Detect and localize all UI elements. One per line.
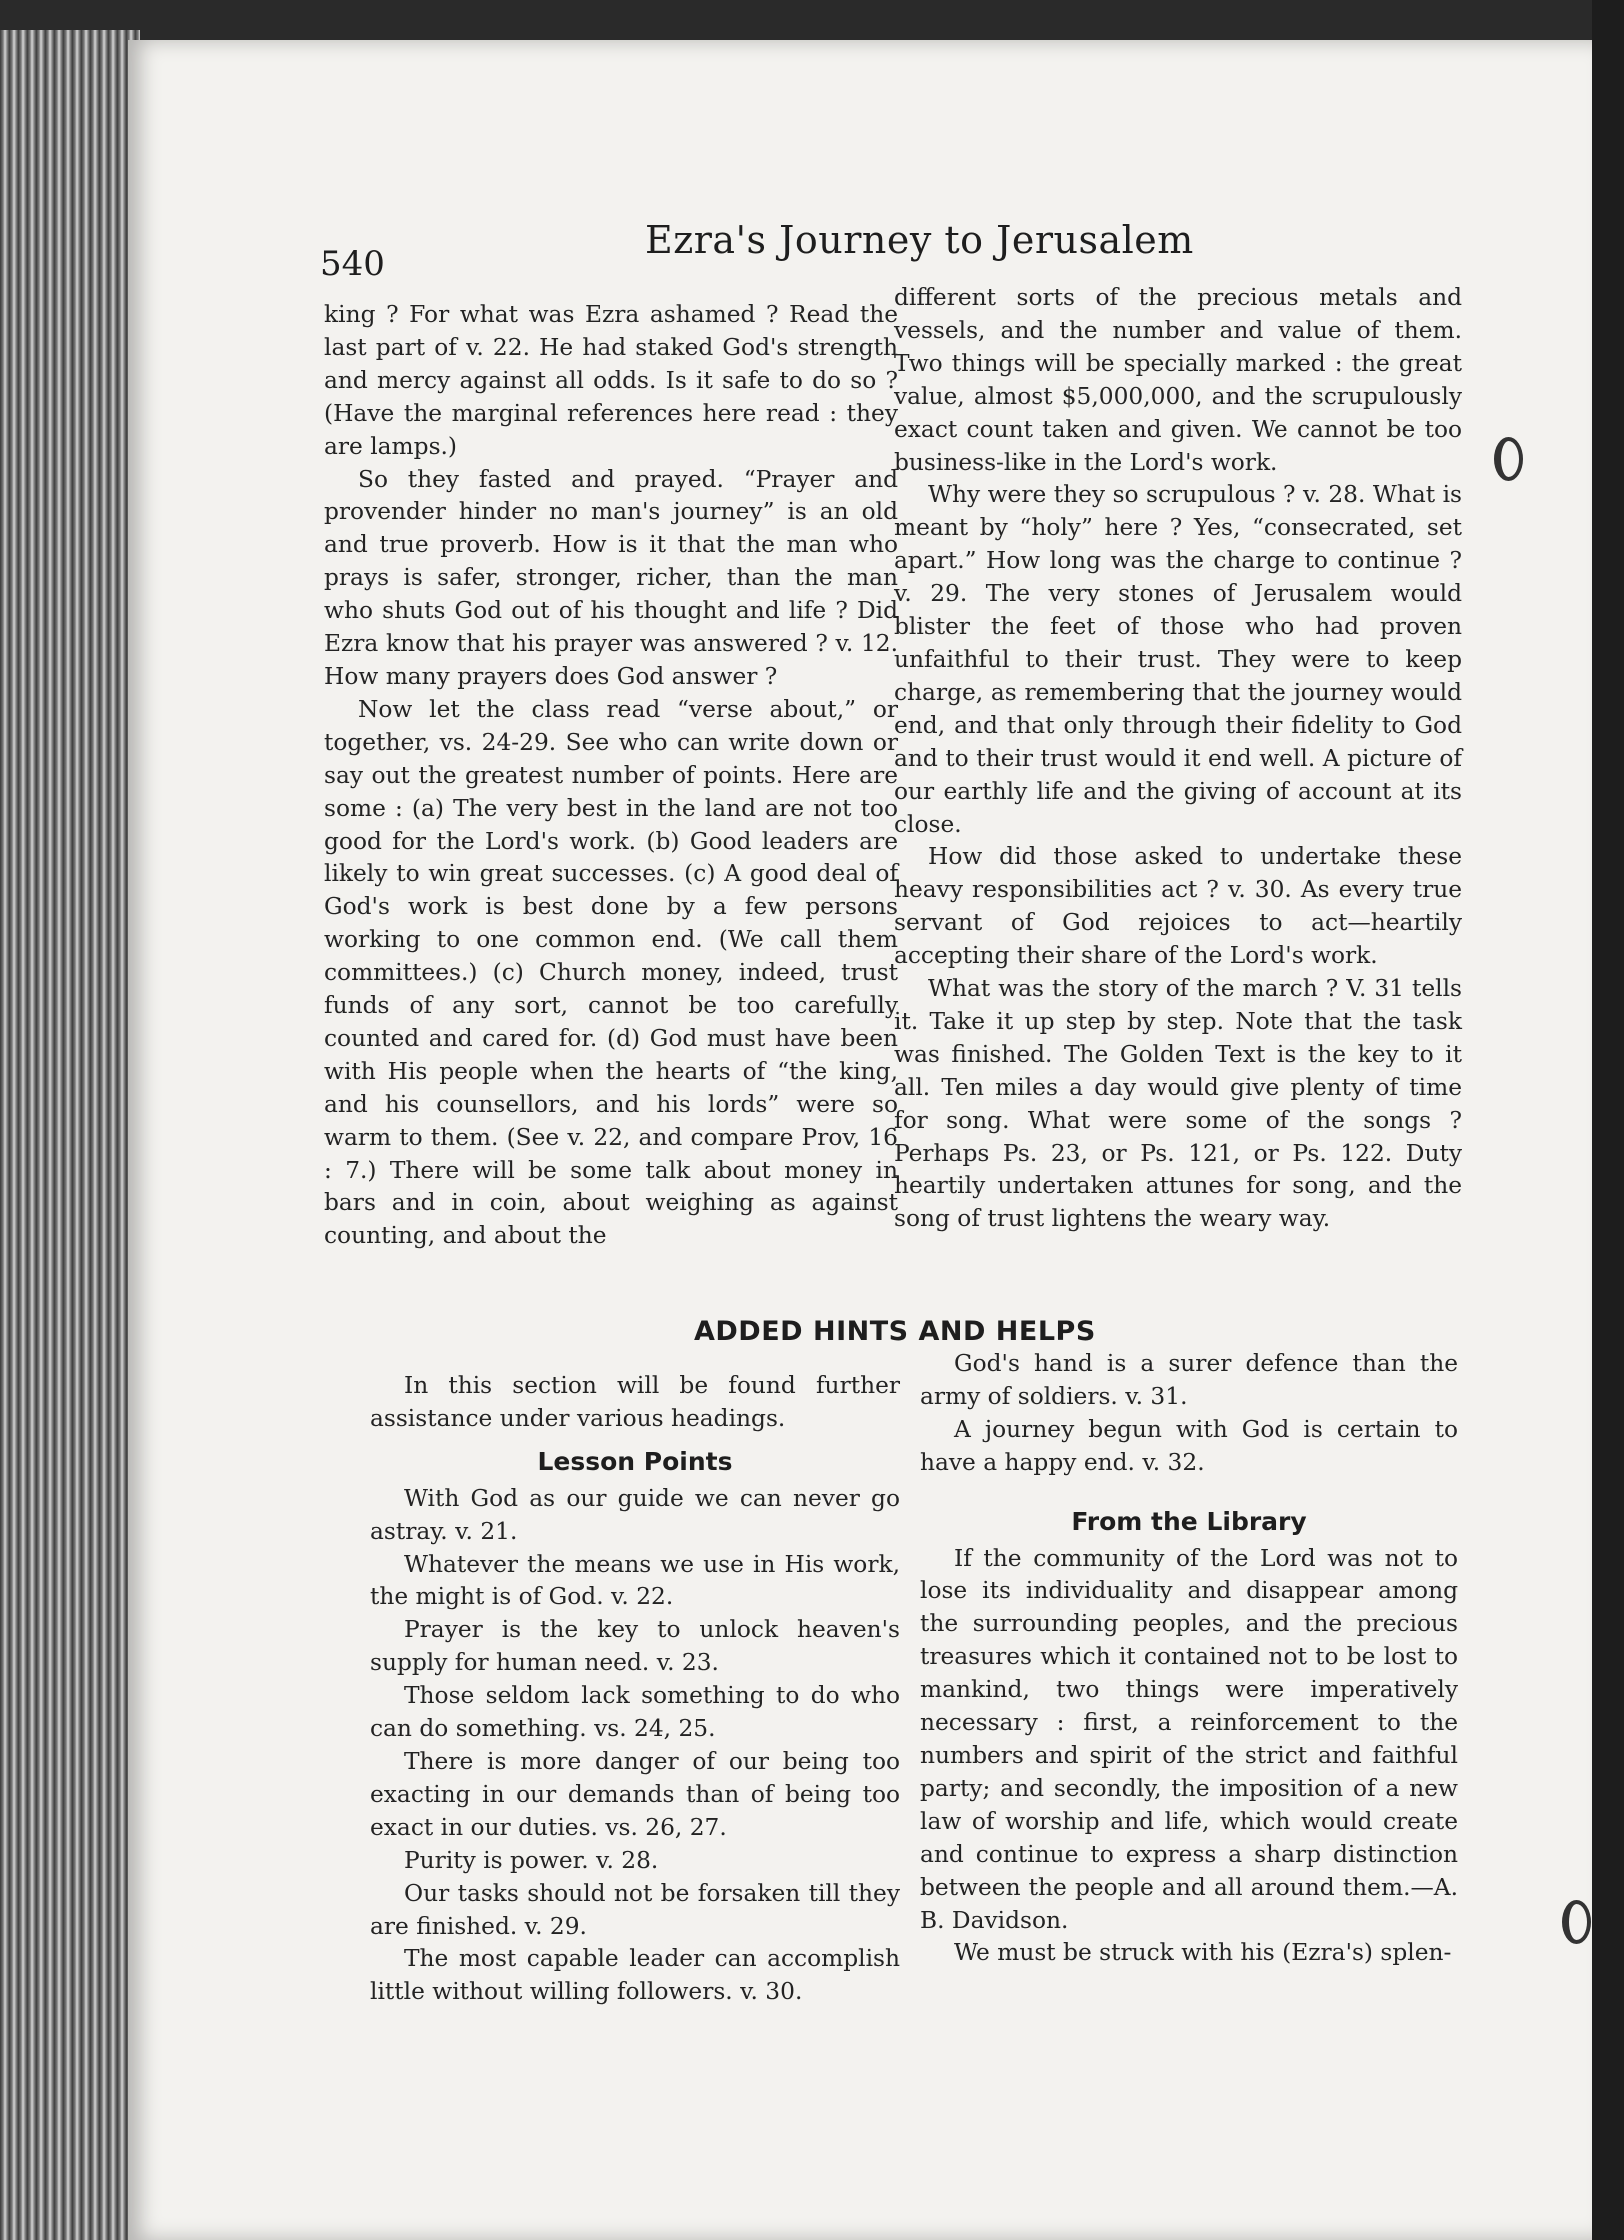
running-title: Ezra's Journey to Jerusalem: [645, 218, 1194, 262]
paragraph: Why were they so scrupulous ? v. 28. What is meant by “holy” here ? Yes, “consecrated, set apart.” How long was the charge to continue ? v. 29. The very stones of Jerusalem would blister the feet of those who had proven unfaithful to their trust. They were to keep charge, as remembering that the journey would end, and that only through their fidelity to God and to their trust would it end well. A picture of our earthly life and the giving of account at its close.: [894, 481, 1462, 838]
section-heading: ADDED HINTS AND HELPS: [694, 1316, 1096, 1347]
paragraph: different sorts of the precious metals and vessels, and the number and value of them. Two things will be specially marked : the great value, almost $5,000,000, and the scrupulously exact count taken and given. We cannot be too business-like in the Lord's work.: [894, 284, 1462, 476]
intro-paragraph: In this section will be found further assistance under various headings.: [370, 1372, 900, 1432]
lesson-point: Prayer is the key to unlock heaven's supply for human need. v. 23.: [370, 1616, 900, 1677]
book-page-edges: [0, 30, 140, 2240]
paragraph: king ? For what was Ezra ashamed ? Read the last part of v. 22. He had staked God's strength and mercy against all odds. Is it safe to do so ? (Have the marginal references here read : they are lamps.): [324, 301, 898, 460]
paragraph: We must be struck with his (Ezra's) splen-: [954, 1939, 1452, 1967]
column-left-bottom: [370, 1370, 900, 2009]
paragraph: Now let the class read “verse about,” or together, vs. 24-29. See who can write down or say out the greatest number of points. Here are some : (a) The very best in the land are not too good for the Lord's work. (b) Good leaders are likely to win great successes. (c) A good deal of God's work is best done by a few persons working to one common end. (We call them committees.) (c) Church money, indeed, trust funds of any sort, cannot be too carefully counted and cared for. (d) God must have been with His people when the hearts of “the king, and his counsellors, and his lords” were so warm to them. (See v. 22, and compare Prov, 16 : 7.) There will be some talk about money in bars and in coin, about weighing as against counting, and about the: [324, 695, 898, 1250]
lesson-point: There is more danger of our being too exacting in our demands than of being too exact in our duties. vs. 26, 27.: [370, 1747, 900, 1841]
library-quote: If the community of the Lord was not to lose its individuality and disappear among the surrounding peoples, and the precious treasures which it contained not to be lost to mankind, two things were imperatively necessary : first, a reinforcement to the numbers and spirit of the strict and faithful party; and secondly, the imposition of a new law of worship and life, which would create and continue to express a sharp distinction between the people and all around them.—A. B. Davidson.: [920, 1544, 1458, 1934]
paragraph: What was the story of the march ? V. 31 tells it. Take it up step by step. Note that the task was finished. The Golden Text is the key to it all. Ten miles a day would give plenty of time for song. What were some of the songs ? Perhaps Ps. 23, or Ps. 121, or Ps. 122. Duty heartily undertaken attunes for song, and the song of trust lightens the weary way.: [894, 975, 1462, 1233]
paragraph: So they fasted and prayed. “Prayer and provender hinder no man's journey” is an old and true proverb. How is it that the man who prays is safer, stronger, richer, than the man who shuts God out of his thought and life ? Did Ezra know that his prayer was answered ? v. 12. How many prayers does God answer ?: [324, 465, 898, 690]
column-left-top: [324, 299, 898, 1253]
lesson-point: God's hand is a surer defence than the army of soldiers. v. 31.: [920, 1350, 1458, 1410]
lesson-point: Purity is power. v. 28.: [404, 1846, 659, 1874]
scan-border: [1592, 0, 1624, 2240]
lesson-point: With God as our guide we can never go astray. v. 21.: [370, 1484, 900, 1545]
column-right-top: [894, 282, 1462, 1236]
lesson-point: Those seldom lack something to do who can do something. vs. 24, 25.: [370, 1682, 900, 1743]
column-right-bottom: [920, 1348, 1458, 1970]
lesson-point: Whatever the means we use in His work, the might is of God. v. 22.: [370, 1550, 900, 1611]
margin-mark: [1562, 1900, 1591, 1944]
lesson-point: The most capable leader can accomplish little without willing followers. v. 30.: [370, 1945, 900, 2006]
lesson-point: Our tasks should not be forsaken till they are finished. v. 29.: [370, 1879, 900, 1940]
library-heading: From the Library: [1071, 1506, 1307, 1536]
lesson-point: A journey begun with God is certain to have a happy end. v. 32.: [920, 1415, 1458, 1476]
margin-mark: [1494, 437, 1523, 481]
page-number: 540: [320, 244, 385, 284]
lesson-points-heading: Lesson Points: [537, 1446, 733, 1476]
paragraph: How did those asked to undertake these heavy responsibilities act ? v. 30. As every true servant of God rejoices to act—heartily accepting their share of the Lord's work.: [894, 843, 1462, 970]
